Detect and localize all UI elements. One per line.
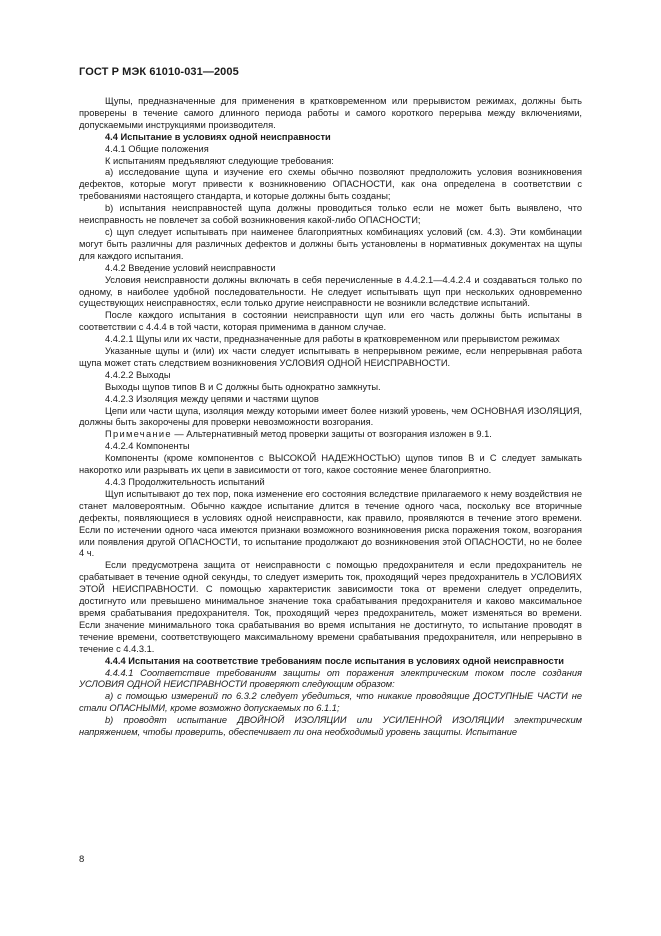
- heading-4-4-2: 4.4.2 Введение условий неисправности: [105, 262, 276, 273]
- heading-4-4-2-2: 4.4.2.2 Выходы: [105, 369, 171, 380]
- document-header: ГОСТ Р МЭК 61010-031—2005: [79, 66, 239, 78]
- paragraph-insulation: Цепи или части щупа, изоляция между которыми имеет более низкий уровень, чем ОСНОВНАЯ ИЗОЛЯЦИЯ, должны быть закорочены для проверки невозможности возгорания.: [79, 405, 582, 428]
- paragraph-continuous-mode: Указанные щупы и (или) их части следует испытывать в непрерывном режиме, если непрерывная работа щупа может стать следствием возникновения УСЛОВИЯ ОДНОЙ НЕИСПРАВНОСТИ.: [79, 346, 582, 368]
- list-item-a: a) исследование щупа и изучение его схемы обычно позволяют предположить условия возникновения дефектов, которые могут привести к возникновению ОПАСНОСТИ, как она определена в соответствии с требованиями настоящего стандарта, и которые должны быть созданы;: [79, 167, 582, 202]
- heading-4-4-2-4: 4.4.2.4 Компоненты: [105, 441, 190, 452]
- note-paragraph: [79, 429, 582, 441]
- heading-4-4-2-3: 4.4.2.3 Изоляция между цепями и частями щупов: [105, 393, 319, 404]
- list-item-b: b) испытания неисправностей щупа должны проводиться только если не может быть выявлено, что неисправность не повлечет за собой возникновения какой-либо ОПАСНОСТИ;: [79, 203, 582, 226]
- paragraph-outputs: Выходы щупов типов B и C должны быть однократно замкнуты.: [105, 381, 381, 392]
- paragraph-fault-conditions: Условия неисправности должны включать в себя перечисленные в 4.4.2.1—4.4.2.4 и создаваться только по одному, в наиболее удобной последовательности. Не следует испытывать щуп при нескольких одновременно существующих неисправностях, если только другие неисправности не возникли вследствие испытаний.: [79, 274, 582, 309]
- paragraph-4-4-4-1: 4.4.4.1 Соответствие требованиям защиты от поражения электрическим током после создания УСЛОВИЯ ОДНОЙ НЕИСПРАВНОСТИ проверяют следующим образом:: [79, 667, 582, 690]
- paragraph-fuse-protection: Если предусмотрена защита от неисправности с помощью предохранителя и если предохранитель не срабатывает в течение одной секунды, то следует измерить ток, проходящий через предохранитель в УСЛОВИЯХ ЭТОЙ НЕИСПРАВНОСТИ. С помощью характеристик зависимости тока от времени следует определить, достигнуто или превышено минимальное значение тока срабатывания предохранителя и каково максимальное время срабатывания предохранителя. Ток, проходящий через предохранитель, может изменяться во времени. Если значение минимального тока срабатывания во время испытания не достигнуто, то испытание проводят в течение времени, соответствующего максимальному времени срабатывания предохранителя, или непрерывно в течение с 4.4.3.1.: [79, 560, 582, 654]
- document-body: [79, 96, 582, 739]
- heading-4-4-4: 4.4.4 Испытания на соответствие требованиям после испытания в условиях одной неисправности: [105, 655, 564, 666]
- list-item-b-italic: b) проводят испытание ДВОЙНОЙ ИЗОЛЯЦИИ или УСИЛЕННОЙ ИЗОЛЯЦИИ электрическим напряжением, чтобы проверить, обеспечивает ли она необходимый уровень защиты. Испытание: [79, 715, 582, 738]
- list-item-a-italic: a) с помощью измерений по 6.3.2 следует убедиться, что никакие проводящие ДОСТУПНЫЕ ЧАСТИ не стали ОПАСНЫМИ, кроме возможно допускаемых по 6.1.1;: [79, 691, 582, 714]
- paragraph-requirements-intro: К испытаниям предъявляют следующие требования:: [105, 155, 334, 166]
- heading-4-4-2-1: 4.4.2.1 Щупы или их части, предназначенные для работы в кратковременном или прерывистом режимах: [105, 334, 560, 345]
- paragraph-after-each-test: После каждого испытания в состоянии неисправности щуп или его часть должны быть испытаны в соответствии с 4.4.4 в той части, которая применима в данном случае.: [79, 310, 582, 333]
- heading-4-4-3: 4.4.3 Продолжительность испытаний: [105, 477, 265, 487]
- note-label: Примечание: [105, 429, 172, 440]
- note-text: — Альтернативный метод проверки защиты от возгорания изложен в 9.1.: [171, 429, 492, 440]
- page-number: 8: [79, 854, 85, 865]
- heading-4-4-1: 4.4.1 Общие положения: [105, 143, 209, 154]
- list-item-c: c) щуп следует испытывать при наименее благоприятных комбинациях условий (см. 4.3). Эти комбинации могут быть различны для различных дефектов и должны быть установлены в нормативных документах на щупы для каждого испытания.: [79, 226, 582, 261]
- paragraph-probe-intermittent-check: Щупы, предназначенные для применения в кратковременном или прерывистом режимах, должны быть проверены в течение самого длинного периода работы и самого короткого перерыва между включениями, допускаемыми инструкциями производителя.: [79, 96, 582, 130]
- paragraph-test-duration: Щуп испытывают до тех пор, пока изменение его состояния вследствие прилагаемого к нему воздействия не станет маловероятным. Обычно каждое испытание длится в течение одного часа, поскольку все вторичные дефекты, появляющиеся в условиях одной неисправности, как правило, проявляются в течение этого времени. Если по истечении одного часа имеются признаки возможного возникновения риска поражения током, возгорания или появления другой ОПАСНОСТИ, то испытание продолжают до возникновения этой ОПАСНОСТИ, но не более 4 ч.: [79, 488, 582, 559]
- paragraph-components: Компоненты (кроме компонентов с ВЫСОКОЙ НАДЕЖНОСТЬЮ) щупов типов B и C следует замыкать накоротко или разрывать их цепи в зависимости от того, какое состояние менее благоприятно.: [79, 453, 582, 476]
- heading-4-4: 4.4 Испытание в условиях одной неисправности: [105, 131, 331, 142]
